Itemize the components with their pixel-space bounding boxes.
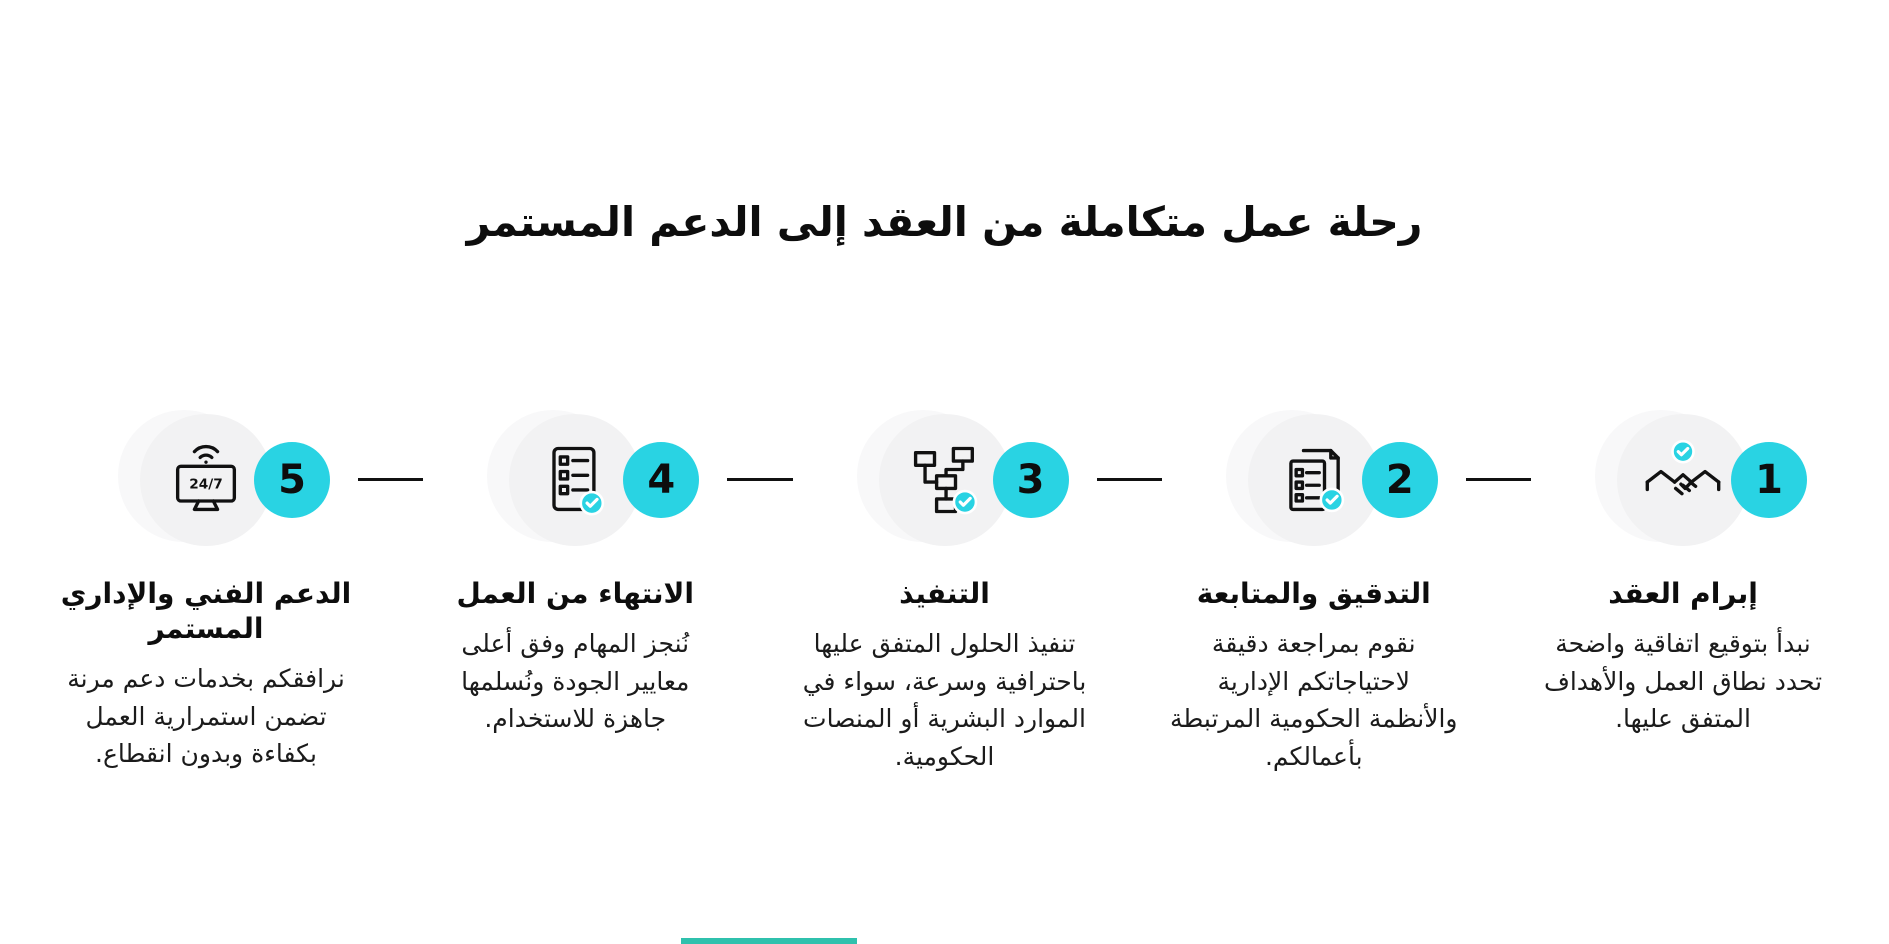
step-1-number-badge: 1 <box>1731 442 1807 518</box>
workflow-icon <box>879 414 1011 546</box>
step-1-icon-wrap <box>1617 414 1783 546</box>
step-3-icon-wrap <box>879 414 1045 546</box>
step-4-icon-wrap <box>509 414 676 546</box>
step-2-number-badge: 2 <box>1362 442 1438 518</box>
step-2-icon-wrap <box>1248 414 1414 546</box>
audit-documents-icon <box>1248 414 1380 546</box>
step-5-icon-wrap <box>140 414 306 546</box>
step-implementation <box>799 414 1091 775</box>
connector-line <box>1097 478 1162 481</box>
step-4-title: الانتهاء من العمل <box>456 577 694 610</box>
step-1-description: نبدأ بتوقيع اتفاقية واضحة تحدد نطاق العمل والأهداف المتفق عليها. <box>1543 629 1823 733</box>
section-title: رحلة عمل متكاملة من العقد إلى الدعم المستمر <box>466 198 1423 246</box>
step-5-description: نرافقكم بخدمات دعم مرنة تضمن استمرارية العمل بكفاءة وبدون انقطاع. <box>67 664 345 768</box>
next-section-edge <box>681 938 857 944</box>
connector-line <box>358 478 423 481</box>
monitor-247-label: 24/7 <box>189 476 223 493</box>
process-journey-section <box>0 198 1889 775</box>
step-4-number-badge: 4 <box>623 442 699 518</box>
step-work-completion <box>429 414 721 738</box>
step-continuous-support <box>60 414 352 773</box>
process-timeline <box>0 414 1889 775</box>
step-3-description: تنفيذ الحلول المتفق عليها باحترافية وسرعة، سواء في الموارد البشرية أو المنصات الحكومية. <box>802 629 1087 771</box>
connector-line <box>727 478 792 481</box>
step-2-title: التدقيق والمتابعة <box>1196 577 1431 610</box>
step-1-title: إبرام العقد <box>1608 577 1758 610</box>
step-3-number-badge: 3 <box>993 442 1069 518</box>
step-2-description: نقوم بمراجعة دقيقة لاحتياجاتكم الإدارية والأنظمة الحكومية المرتبطة بأعمالكم. <box>1170 629 1458 771</box>
step-3-title: التنفيذ <box>899 577 990 610</box>
checklist-icon <box>509 414 641 546</box>
step-audit-followup <box>1168 414 1460 775</box>
step-5-title: الدعم الفني والإداري المستمر <box>60 577 352 645</box>
step-4-description: نُنجز المهام وفق أعلى معايير الجودة ونُسلمها جاهزة للاستخدام. <box>461 629 690 733</box>
step-5-number-badge: 5 <box>254 442 330 518</box>
handshake-check-icon <box>1617 414 1749 546</box>
support-monitor-icon <box>140 414 272 546</box>
step-contract-signing <box>1537 414 1829 738</box>
connector-line <box>1466 478 1531 481</box>
